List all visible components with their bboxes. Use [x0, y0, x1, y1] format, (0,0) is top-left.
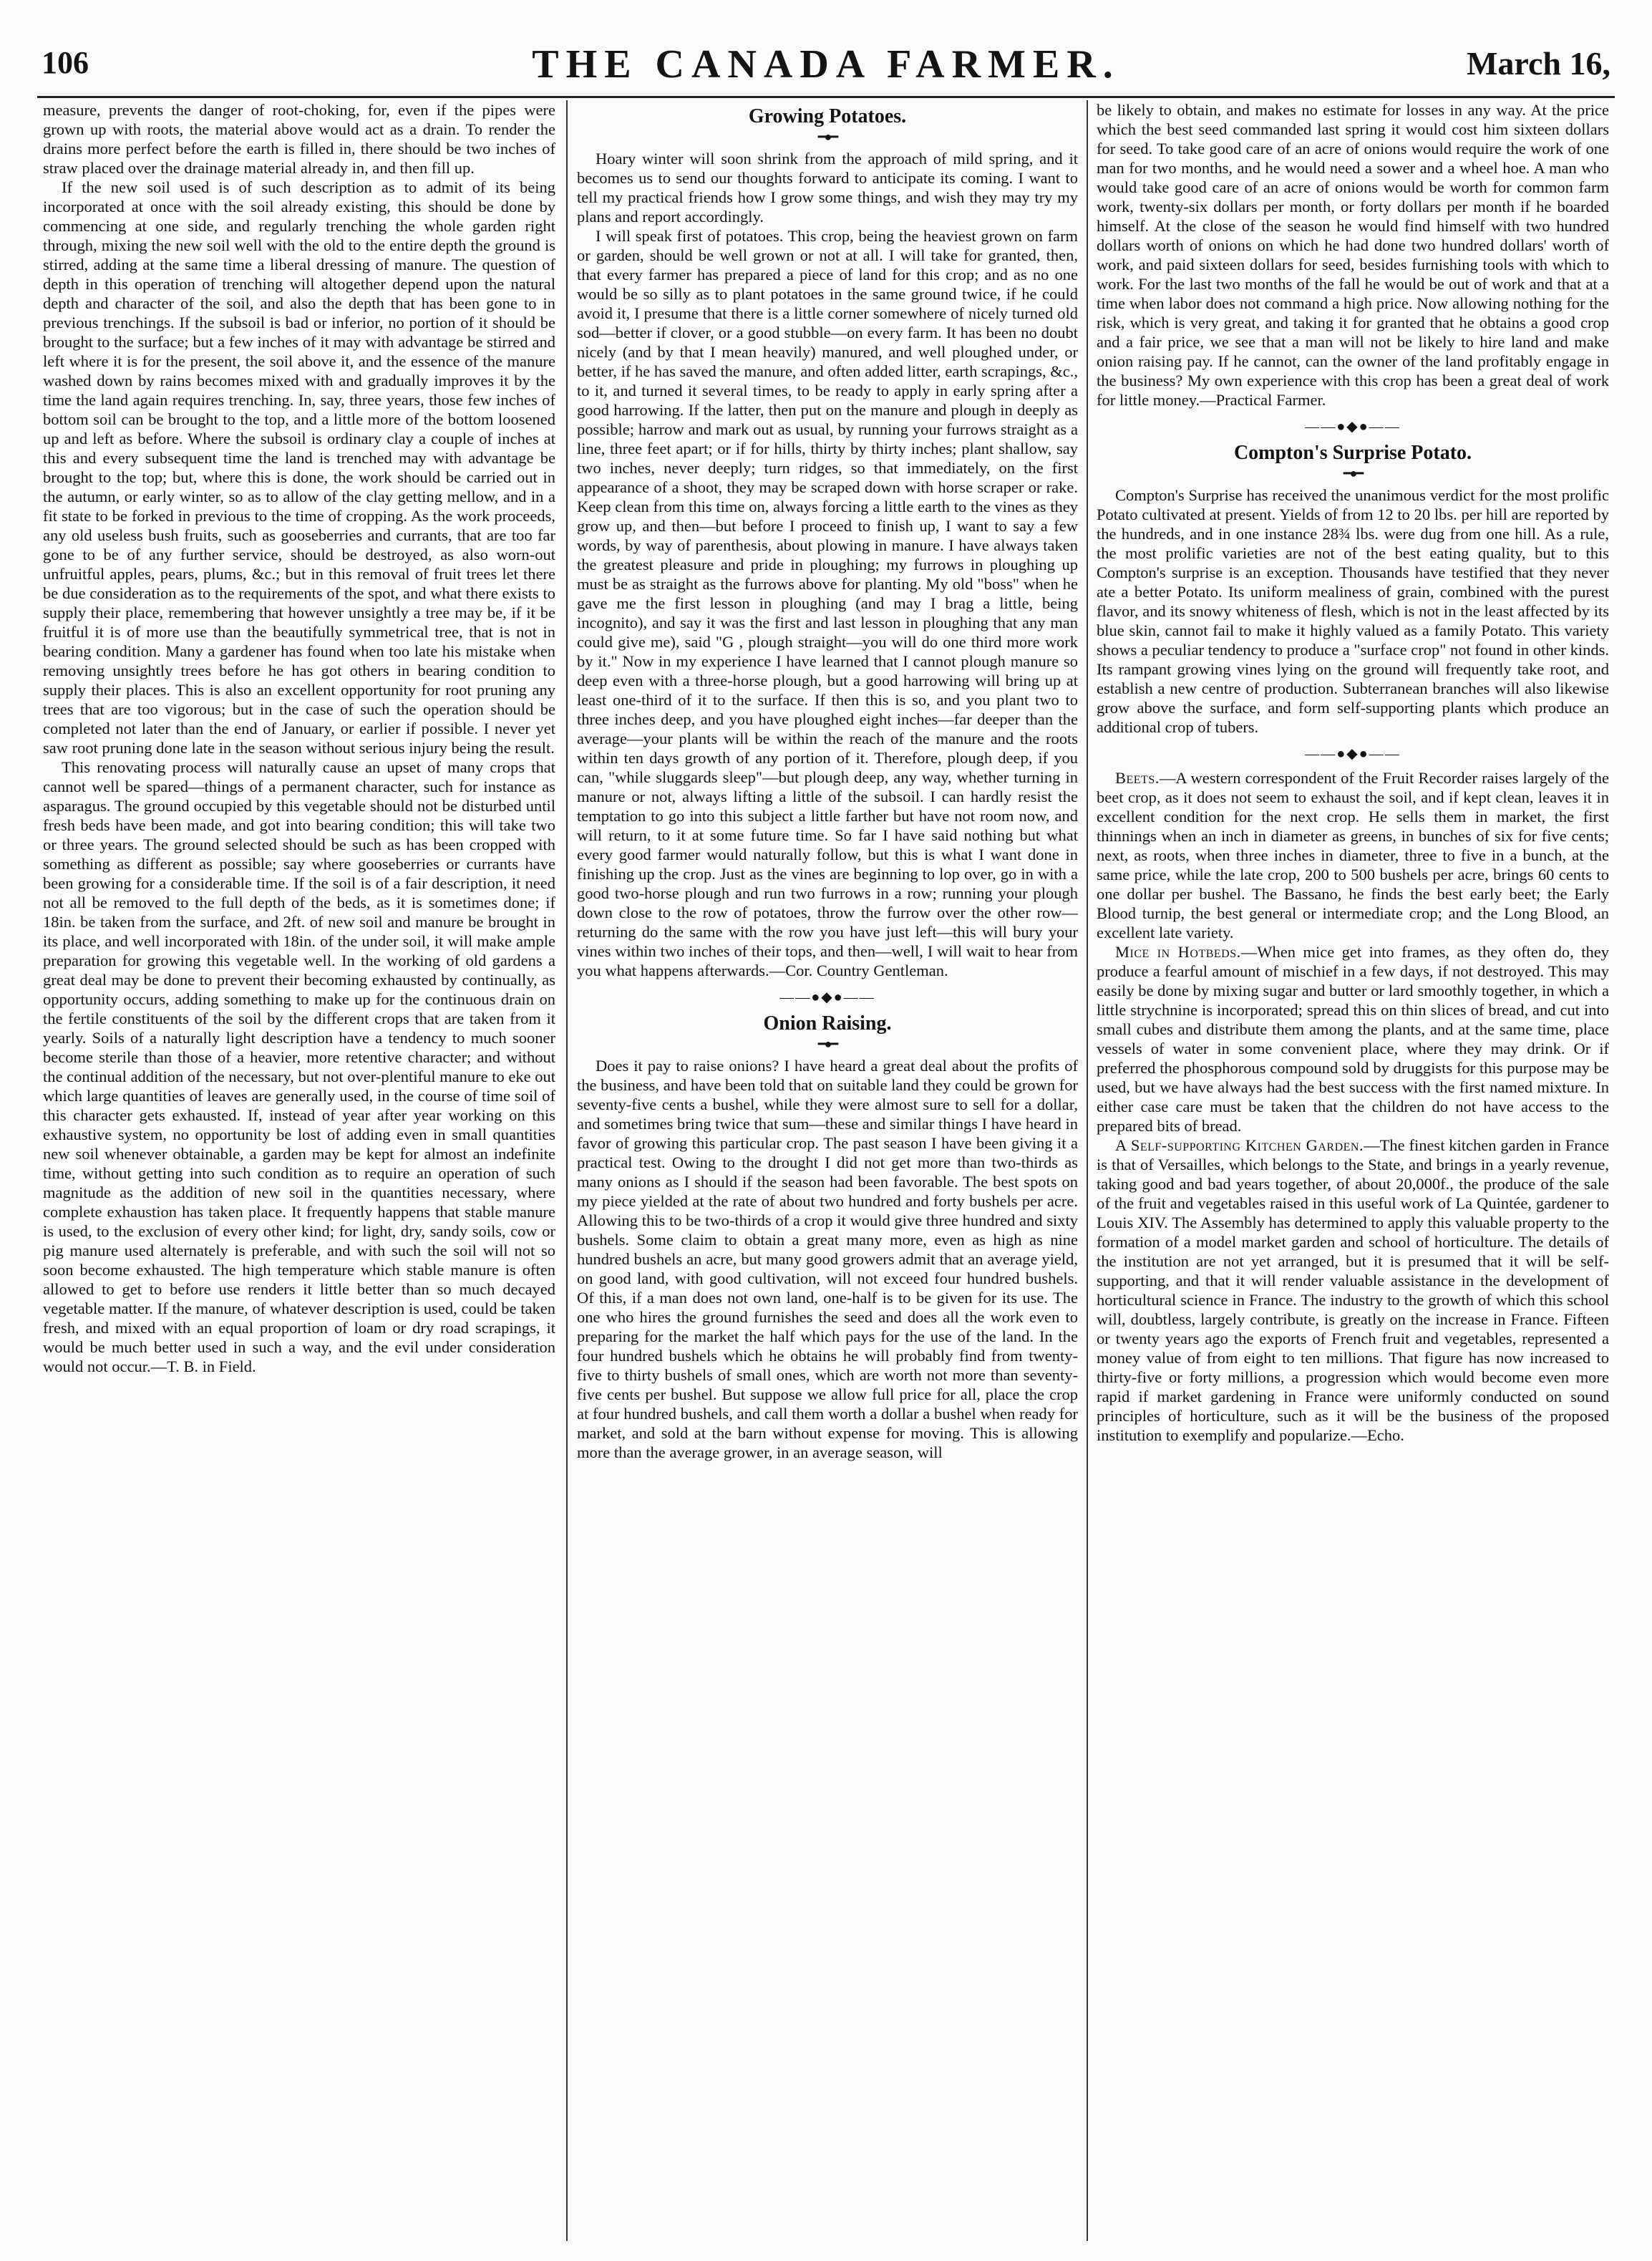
column-rule-right — [1087, 100, 1088, 2241]
run-in-heading: Beets. — [1115, 769, 1160, 787]
article-paragraph: Hoary winter will soon shrink from the approach of mild spring, and it becomes us to send our thoughts forward to anticipate its coming. I want to tell my practical friends how I grow some things, and wish they may try my plans and report accordingly. — [577, 150, 1078, 226]
newspaper-title: THE CANADA FARMER. — [532, 42, 1120, 87]
article-paragraph — [1097, 1136, 1609, 1445]
article-paragraph: I will speak first of potatoes. This crop, being the heaviest grown on farm or garden, should be well grown or not at all. I will take for granted, then, that every farmer has prepared a piece of land for this crop; and as no one would be so silly as to plant potatoes in the same ground twice, if he could avoid it, I presume that there is a little corner somewhere of nicely turned old sod—better if clover, or a good stubble—on every farm. It has been no doubt nicely (and by that I mean heavily) manured, and well ploughed under, or better, if he has saved the manure, and often added litter, earth scrapings, &c., to it, and turned it several times, to be ready to apply in early spring after a good harrowing. If the latter, then put on the manure and plough in deeply as possible; harrow and mark out as usual, by running your furrows straight as a line, three feet apart; or if for hills, thirty by thirty inches; plant shallow, say two inches, never deeply; turn ridges, so that immediately, on the first appearance of a shoot, they may be scraped down with horse scraper or rake. Keep clean from this time on, always forcing a little earth to the vines as they grow up, and then—but before I proceed to finish up, I want to say a few words, by way of parenthesis, about plowing in manure. I have always taken the greatest pleasure and pride in ploughing; my furrows in ploughing up must be as straight as the furrows above for planting. My old "boss" when he gave me the first lesson in ploughing (and may I brag a little, being incognito), and say it was the first and last lesson in ploughing that any man could give me), said "G , plough straight—you will do one third more work by it." Now in my experience I have learned that I cannot plough manure so deep even with a three-horse plough, but a good harrowing will bring up at least one-third of it to the surface. If then this is so, and you plant two to three inches deep, and you have ploughed eight inches—far deeper than the average—your plants will be within the reach of the manure and the roots within ten days growth of any portion of it. Therefore, plough deep, if you can, "while sluggards sleep"—but plough deep, any way, whether turning in manure or not, always lifting a little of the subsoil. I can hardly resist the temptation to go into this subject a little farther but have not room now, and will return, to it at some future time. So far I have said nothing but what every good farmer would naturally follow, but this is what I want done in finishing up the crop. Just as the vines are beginning to lop over, go in with a good two-horse plough and run two furrows in a row; running your plough down close to the row of potatoes, throw the furrow over the other row—returning do the same with the row you have just left—this will bury your vines within two inches of their tops, and then—well, I will wait to hear from you what happens afterwards.—Cor. Country Gentleman. — [577, 227, 1078, 979]
title-ornament: ━●━ — [1343, 466, 1363, 480]
issue-date: March 16, — [1466, 45, 1610, 82]
page-number: 106 — [42, 45, 89, 80]
run-in-heading: Mice in Hotbeds. — [1115, 943, 1241, 961]
run-in-heading: A Self-supporting Kitchen Garden. — [1115, 1136, 1364, 1154]
article-separator: ——●◆●—— — [1305, 746, 1401, 762]
paragraph-text: —The finest kitchen garden in France is that of Versailles, which belongs to the State, and brings in a yearly revenue, taking good and bad years together, of about 20,000f., the produce of the sale of the fruit and vegetables raised in this useful work of La Quintée, gardener to Louis XIV. The Assembly has determined to apply this valuable property to the formation of a model market garden and school of horticulture. The details of the institution are not yet arranged, but it is presumed that it will be self-supporting, and that it will render valuable assistance in the development of horticultural science in France. The industry to the growth of which this school will, doubtless, largely contribute, is greatly on the increase in France. Fifteen or twenty years ago the exports of French fruit and vegetables, represented a money value of from eight to ten millions. That figure has now increased to thirty-five or forty millions, a progression which would become even more rapid if market gardening in France were uniformly conducted on sound principles of horticulture, such as it will be the business of the proposed institution to exemplify and popularize.—Echo. — [1097, 1136, 1609, 1444]
article-title: Growing Potatoes. — [748, 105, 907, 127]
page-header — [37, 36, 1615, 98]
article-separator: ——●◆●—— — [1305, 419, 1401, 435]
article-paragraph: Does it pay to raise onions? I have heard a great deal about the profits of the business, and have been told that on suitable land they could be grown for seventy-five cents a bushel, while they were almost sure to sell for a dollar, and sometimes bring twice that sum—these and similar things I have heard in favor of growing this particular crop. The past season I have been giving it a practical test. Owing to the drought I did not get more than two-thirds as many onions as I should if the season had been favorable. The best spots on my piece yielded at the rate of about two hundred and forty bushels per acre. Allowing this to be two-thirds of a crop it would give three hundred and sixty bushels. Some claim to obtain a great many more, even as high as nine hundred bushels an acre, but many good growers admit that an average yield, on good land, with good cultivation, will not exceed four hundred bushels. Of this, if a man does not own land, one-half is to be given for its use. The one who hires the ground furnishes the seed and does all the work even to preparing for the market the half which pays for the use of the land. In the four hundred bushels which he obtains he will probably find from twenty-five to thirty bushels of small ones, which are worth not more than seventy-five cents per bushel. But suppose we allow full price for all, place the crop at four hundred bushels, and call them worth a dollar a bushel when ready for market, and sold at the barn without expense for moving. This is allowing more than the average grower, in an average season, will — [577, 1057, 1078, 1461]
column-left — [43, 100, 555, 2241]
title-ornament: ━●━ — [817, 1037, 837, 1051]
column-right — [1097, 100, 1609, 2241]
column-middle — [577, 100, 1078, 2241]
column-rule-left — [566, 100, 568, 2241]
title-ornament: ━●━ — [817, 130, 837, 144]
article-title: Compton's Surprise Potato. — [1233, 442, 1472, 464]
article-paragraph: Compton's Surprise has received the unanimous verdict for the most prolific Potato cultivated at present. Yields of from 12 to 20 lbs. per hill are reported by the hundreds, and in one instance 28¾ lbs. were dug from one hill. As a rule, the most prolific varieties are not of the best eating quality, but to this Compton's surprise is an exception. Thousands have testified that they never ate a better Potato. Its uniform mealiness of grain, combined with the purest flavor, and its snowy whiteness of flesh, which is not in the least affected by its blue skin, cannot fail to make it highly valued as a family Potato. This variety shows a peculiar tendency to produce a "surface crop" not found in other kinds. Its rampant growing vines lying on the ground will frequently take root, and establish a new centre of production. Subterranean branches will also likewise grow above the surface, and form self-supporting plants which produce an additional crop of tubers. — [1097, 486, 1609, 736]
article-paragraph — [1097, 942, 1609, 1136]
article-title: Onion Raising. — [763, 1012, 892, 1035]
article-paragraph: This renovating process will naturally cause an upset of many crops that cannot well be spared—things of a permanent character, such for instance as asparagus. The ground occupied by this vegetable should not be disturbed until fresh beds have been made, and got into bearing condition; this will take two or three years. The ground selected should be such as has been cropped with something as different as possible; say where gooseberries or currants have been growing for a considerable time. If the soil is of a fair description, it need not all be removed to the full depth of the beds, as it is sometimes done; if 18in. be taken from the surface, and 2ft. of new soil and manure be brought in its place, and well incorporated with 18in. of the under soil, it will make ample preparation for growing this vegetable well. In the working of old gardens a great deal may be done to prevent their becoming exhausted by continually, as opportunity occurs, adding something to make up for the continuous drain on the fertile constituents of the soil by the different crops that are taken from it yearly. Soils of a naturally light description have a tendency to much sooner become sterile than those of a heavier, more retentive character; and without the continual addition of the necessary, but not over-plentiful manure to eke out which large quantities of leaves are generally used, in the course of time soil of this character gets exhausted. If, instead of year after year working on this exhaustive system, no opportunity be lost of adding even in small quantities new soil whenever obtainable, a garden may be kept for almost an indefinite time, without getting into such condition as to require an operation of such magnitude as the addition of new soil in the quantities necessary, where complete exhaustion has taken place. It frequently happens that stable manure is used, to the exclusion of every other kind; for light, dry, sandy soils, cow or pig manure used alternately is preferable, and with such the soil will not so soon become exhausted. The high temperature which stable manure is often allowed to get to before use renders it little better than so much decayed vegetable matter. If the manure, of whatever description is used, could be taken fresh, and mixed with an equal proportion of loam or dry road scrapings, it would be much better used in such a way, and the evil under consideration would not occur.—T. B. in Field. — [43, 758, 555, 1375]
article-paragraph — [1097, 768, 1609, 942]
paragraph-text: —A western correspondent of the Fruit Recorder raises largely of the beet crop, as it does not seem to exhaust the soil, and if kept clean, leaves it in excellent condition for the next crop. He sells them in market, the first thinnings when an inch in diameter as greens, in bunches of six for five cents; next, as roots, when three inches in diameter, three to five in a bunch, at the same price, while the late crop, 200 to 500 bushels per acre, brings 60 cents to one dollar per bushel. The Bassano, he finds the best early beet; the Early Blood turnip, the best general or intermediate crop; and the Long Blood, an excellent late variety. — [1097, 769, 1609, 941]
paragraph-text: —When mice get into frames, as they often do, they produce a fearful amount of mischief in a few days, if not destroyed. This may easily be done by mixing sugar and butter or lard smoothly together, in which a little strychnine is incorporated; spread this on thin slices of bread, and cut into small cubes and distribute them among the plants, and at the same time, place vessels of water in some convenient place, where they may drink. Or if preferred the phosphorous compound sold by druggists for this purpose may be used, but we have always had the best success with the first named mixture. In either case care must be taken that the children do not have access to the prepared bits of bread. — [1097, 943, 1609, 1135]
article-paragraph: If the new soil used is of such description as to admit of its being incorporated at once with the soil already existing, this should be done by commencing at one side, and regularly trenching the whole garden right through, mixing the new soil well with the old to the entire depth the ground is stirred, adding at the same time a liberal dressing of manure. The question of depth in this operation of trenching will altogether depend upon the natural depth and character of the soil, and also the depth that has been gone to in previous trenchings. If the subsoil is bad or inferior, no portion of it should be brought to the surface; but a few inches of it may with advantage be stirred and left where it is for the present, the soil above it, and the essence of the manure washed down by rains becomes mixed with and gradually improves it by the time the land again requires trenching. In, say, three years, those few inches of bottom soil can be brought to the top, and a little more of the bottom loosened up and left as before. Where the subsoil is ordinary clay a couple of inches at this and every subsequent time the land is trenched may with advantage be brought to the top; but, where this is done, the work should be carried out in the autumn, or early winter, so as to allow of the clay getting mellow, and in a fit state to be forked in previous to the time of cropping. As the work proceeds, any old useless bush fruits, such as gooseberries and currants, that are too far gone to be of any further service, should be destroyed, as also worn-out unfruitful apples, pears, plums, &c.; but in this removal of fruit trees let there be due consideration as to the requirements of the spot, and what there exists to supply their place, remembering that however unsightly a tree may be, if it be fruitful it is of more use than the beautifully symmetrical tree, that is not in bearing condition. Many a gardener has found when too late his mistake when removing unsightly trees before he has got others in bearing condition to supply their places. This is also an excellent opportunity for root pruning any trees that are too vigorous; but in the case of such the operation should be completed not later than the end of January, or earlier if possible. I never yet saw root pruning done late in the season without serious injury being the result. — [43, 178, 555, 757]
article-paragraph: measure, prevents the danger of root-choking, for, even if the pipes were grown up with roots, the material above would act as a drain. To render the drains more perfect before the earth is filled in, there should be two inches of straw placed over the drainage material already in, and then fill up. — [43, 101, 555, 177]
article-paragraph: be likely to obtain, and makes no estimate for losses in any way. At the price which the best seed commanded last spring it would cost him sixteen dollars for seed. To take good care of an acre of onions would require the work of one man for two months, and he would need a sower and a wheel hoe. A man who would take good care of an acre of onions would be worth for common farm work, twenty-six dollars per month, or forty dollars per month if he boarded himself. At the close of the season he would find himself with two hundred dollars worth of onions on which he had done two hundred dollars' worth of work, and paid sixteen dollars for seed, besides furnishing tools with which to work. For the last two months of the fall he would be out of work and that at a time when labor does not command a high price. Now allowing nothing for the risk, which is very great, and taking it for granted that he obtains a good crop and a fair price, we see that a man will not be likely to hire land and make onion raising pay. If he cannot, can the owner of the land profitably engage in the business? My own experience with this crop has been a great deal of work for little money.—Practical Farmer. — [1097, 101, 1609, 409]
article-separator: ——●◆●—— — [779, 989, 875, 1005]
